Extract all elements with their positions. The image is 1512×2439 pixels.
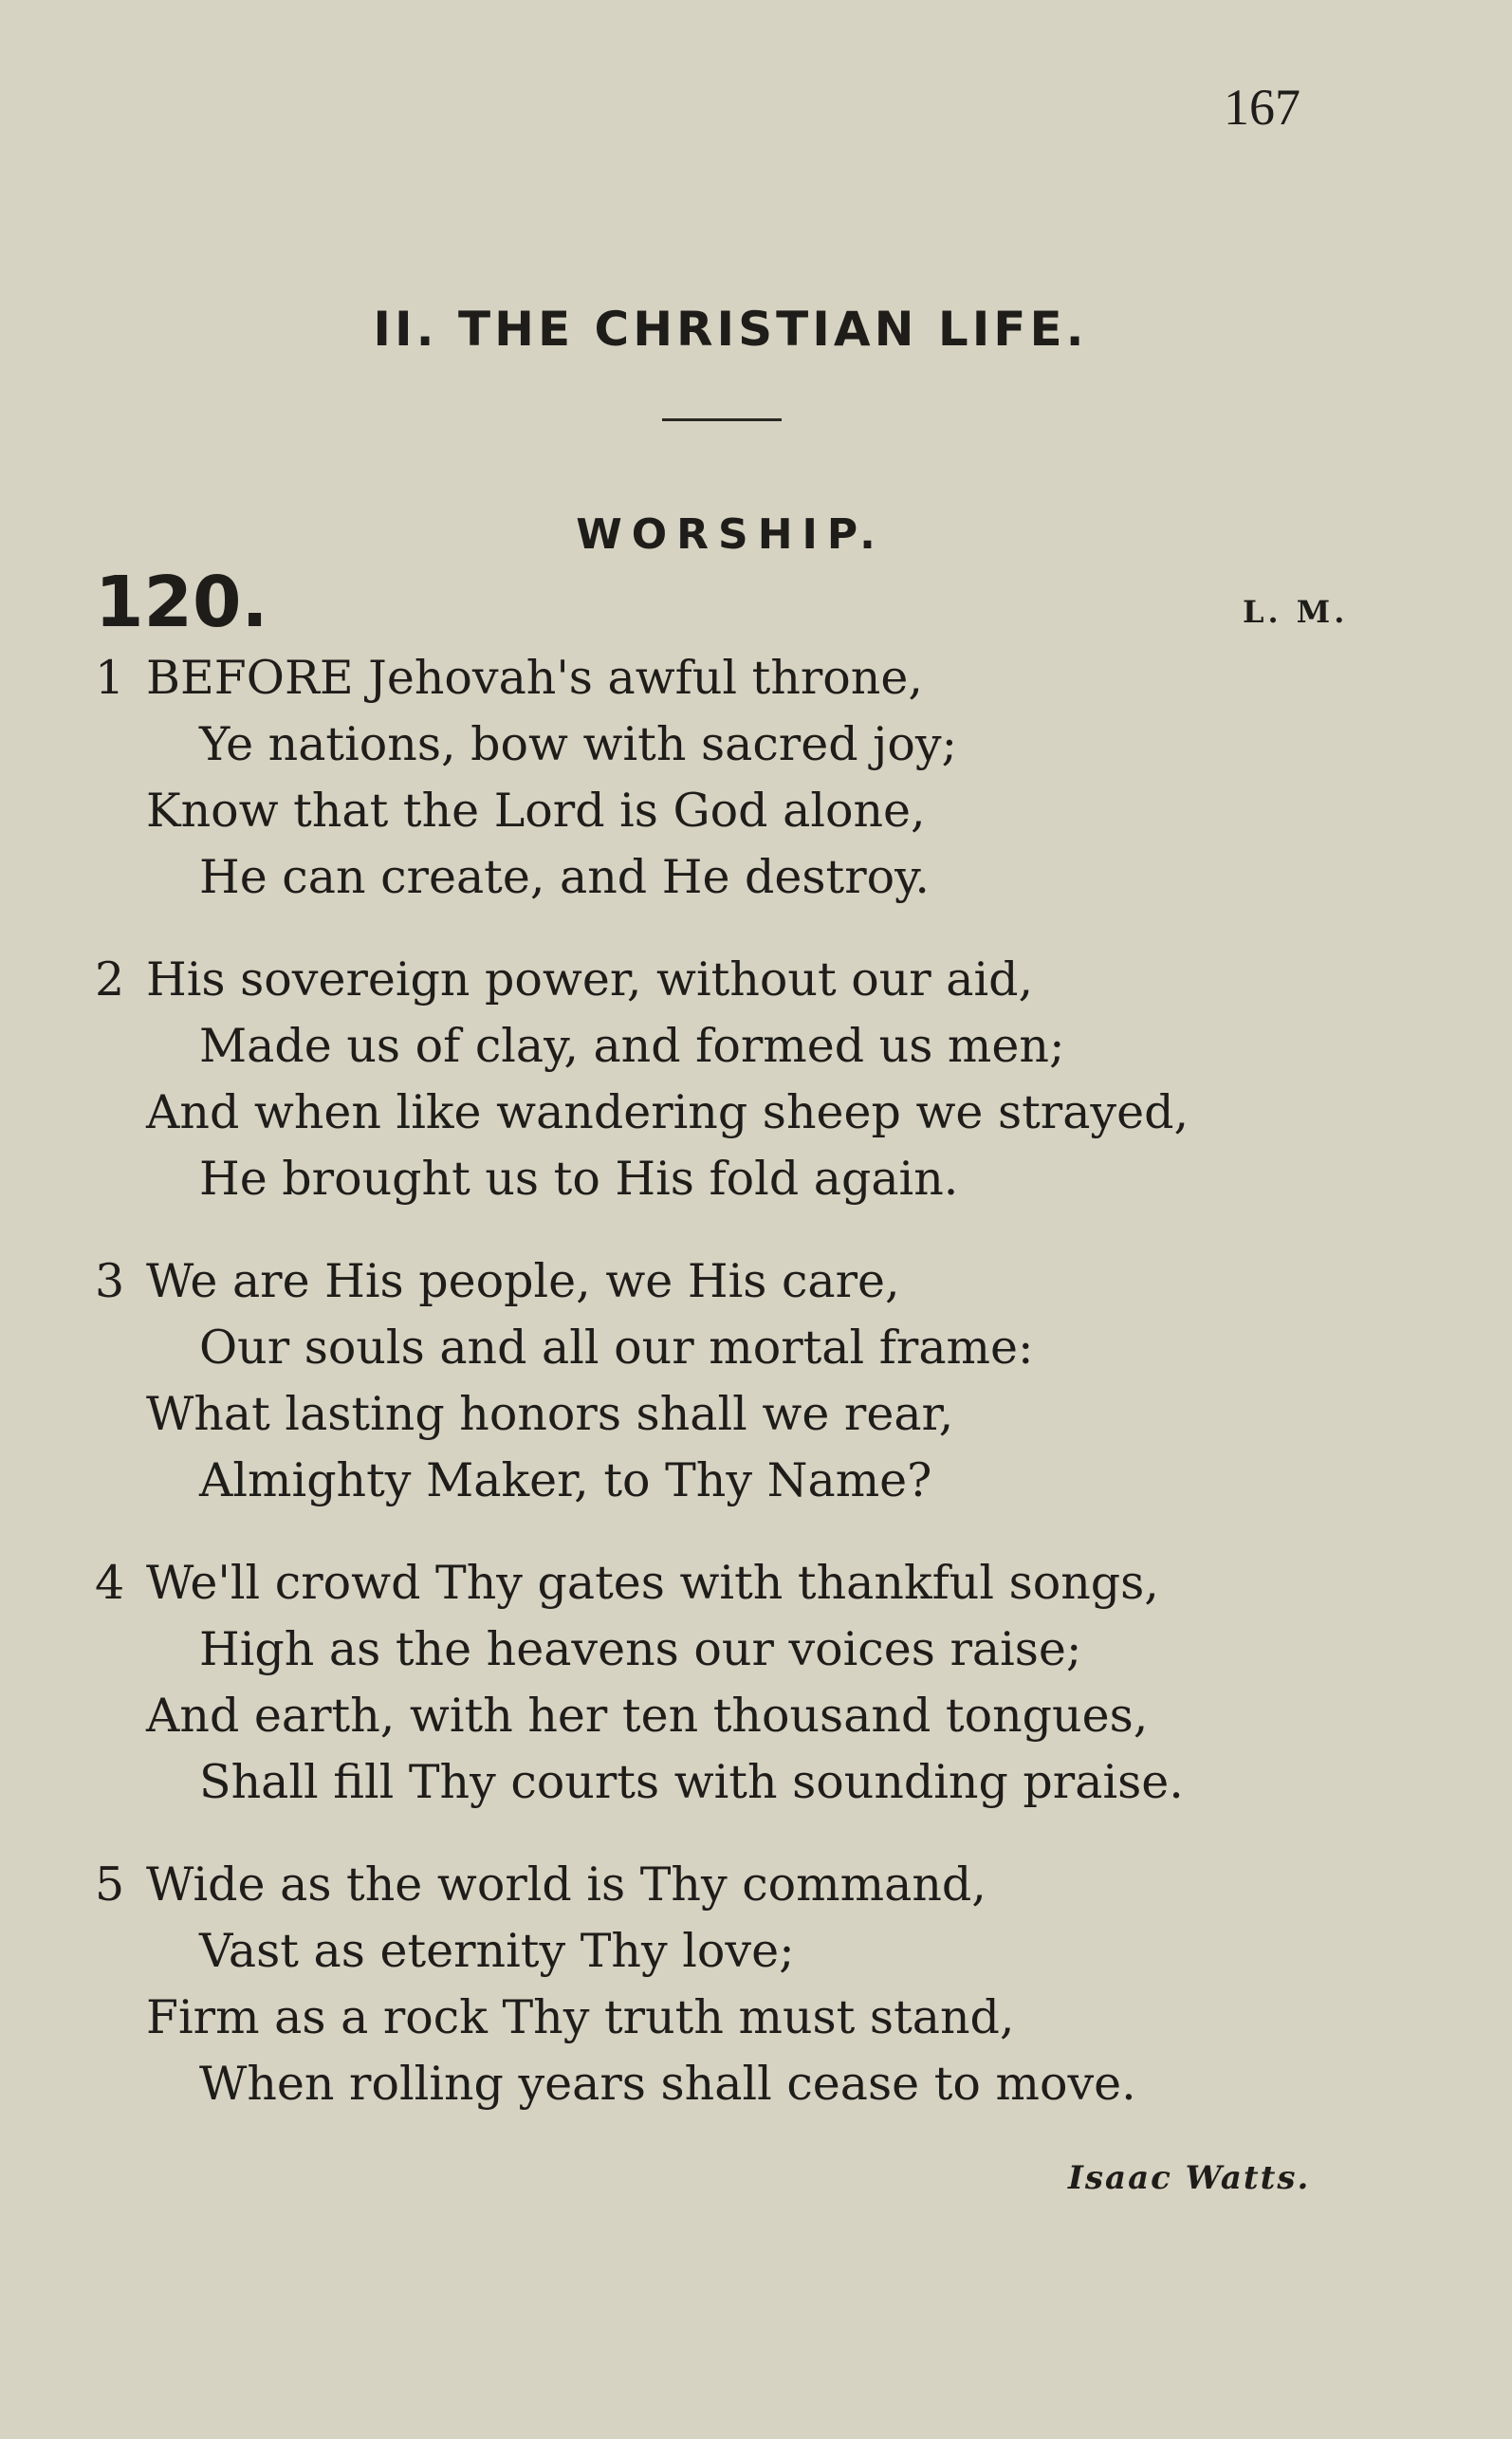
stanza-number: 5 [95, 1857, 125, 1912]
stanza-line: And earth, with her ten thousand tongues, [146, 1689, 1149, 1743]
subsection-title: WORSHIP. [576, 510, 885, 559]
stanza-line: Know that the Lord is God alone, [146, 784, 926, 838]
stanza-line [95, 947, 1480, 1013]
stanza-line: Ye nations, bow with sacred joy; [199, 717, 958, 771]
stanza-line [95, 1550, 1480, 1617]
stanza-line: Vast as eternity Thy love; [199, 1924, 795, 1978]
page-number: 167 [1224, 79, 1300, 136]
stanza-1 [95, 645, 1480, 911]
stanza-3 [95, 1248, 1480, 1514]
hymn-meter: L. M. [1243, 594, 1349, 630]
stanza-line: Shall fill Thy courts with sounding praise. [199, 1755, 1184, 1809]
line-text: We are His people, we His care, [146, 1254, 900, 1308]
stanza-number: 2 [95, 952, 125, 1007]
stanza-line: High as the heavens our voices raise; [199, 1622, 1082, 1676]
title-divider [662, 418, 782, 421]
section-title: II. THE CHRISTIAN LIFE. [373, 302, 1088, 357]
stanza-line: What lasting honors shall we rear, [146, 1387, 954, 1441]
stanza-line: Made us of clay, and formed us men; [199, 1019, 1065, 1073]
line-text: We'll crowd Thy gates with thankful songs, [146, 1556, 1159, 1610]
stanza-line: He can create, and He destroy. [199, 850, 930, 904]
hymn-author: Isaac Watts. [1068, 2159, 1311, 2197]
stanza-line [95, 1248, 1480, 1315]
stanza-line [95, 645, 1480, 711]
stanza-4 [95, 1550, 1480, 1816]
stanza-number: 3 [95, 1254, 125, 1308]
stanza-line [95, 1852, 1480, 1918]
line-text: Wide as the world is Thy command, [146, 1857, 986, 1912]
line-text: His sovereign power, without our aid, [146, 952, 1034, 1007]
hymn-text [95, 645, 1480, 2153]
stanza-5 [95, 1852, 1480, 2117]
stanza-line: Our souls and all our mortal frame: [199, 1321, 1034, 1375]
stanza-line: He brought us to His fold again. [199, 1152, 959, 1206]
stanza-2 [95, 947, 1480, 1212]
line-text: BEFORE Jehovah's awful throne, [146, 651, 923, 705]
stanza-number: 4 [95, 1556, 125, 1610]
stanza-line: Firm as a rock Thy truth must stand, [146, 1990, 1015, 2044]
stanza-line: When rolling years shall cease to move. [199, 2057, 1136, 2111]
stanza-line: Almighty Maker, to Thy Name? [199, 1453, 932, 1507]
hymn-number: 120. [95, 562, 268, 643]
stanza-number: 1 [95, 651, 125, 705]
stanza-line: And when like wandering sheep we strayed, [146, 1085, 1189, 1139]
